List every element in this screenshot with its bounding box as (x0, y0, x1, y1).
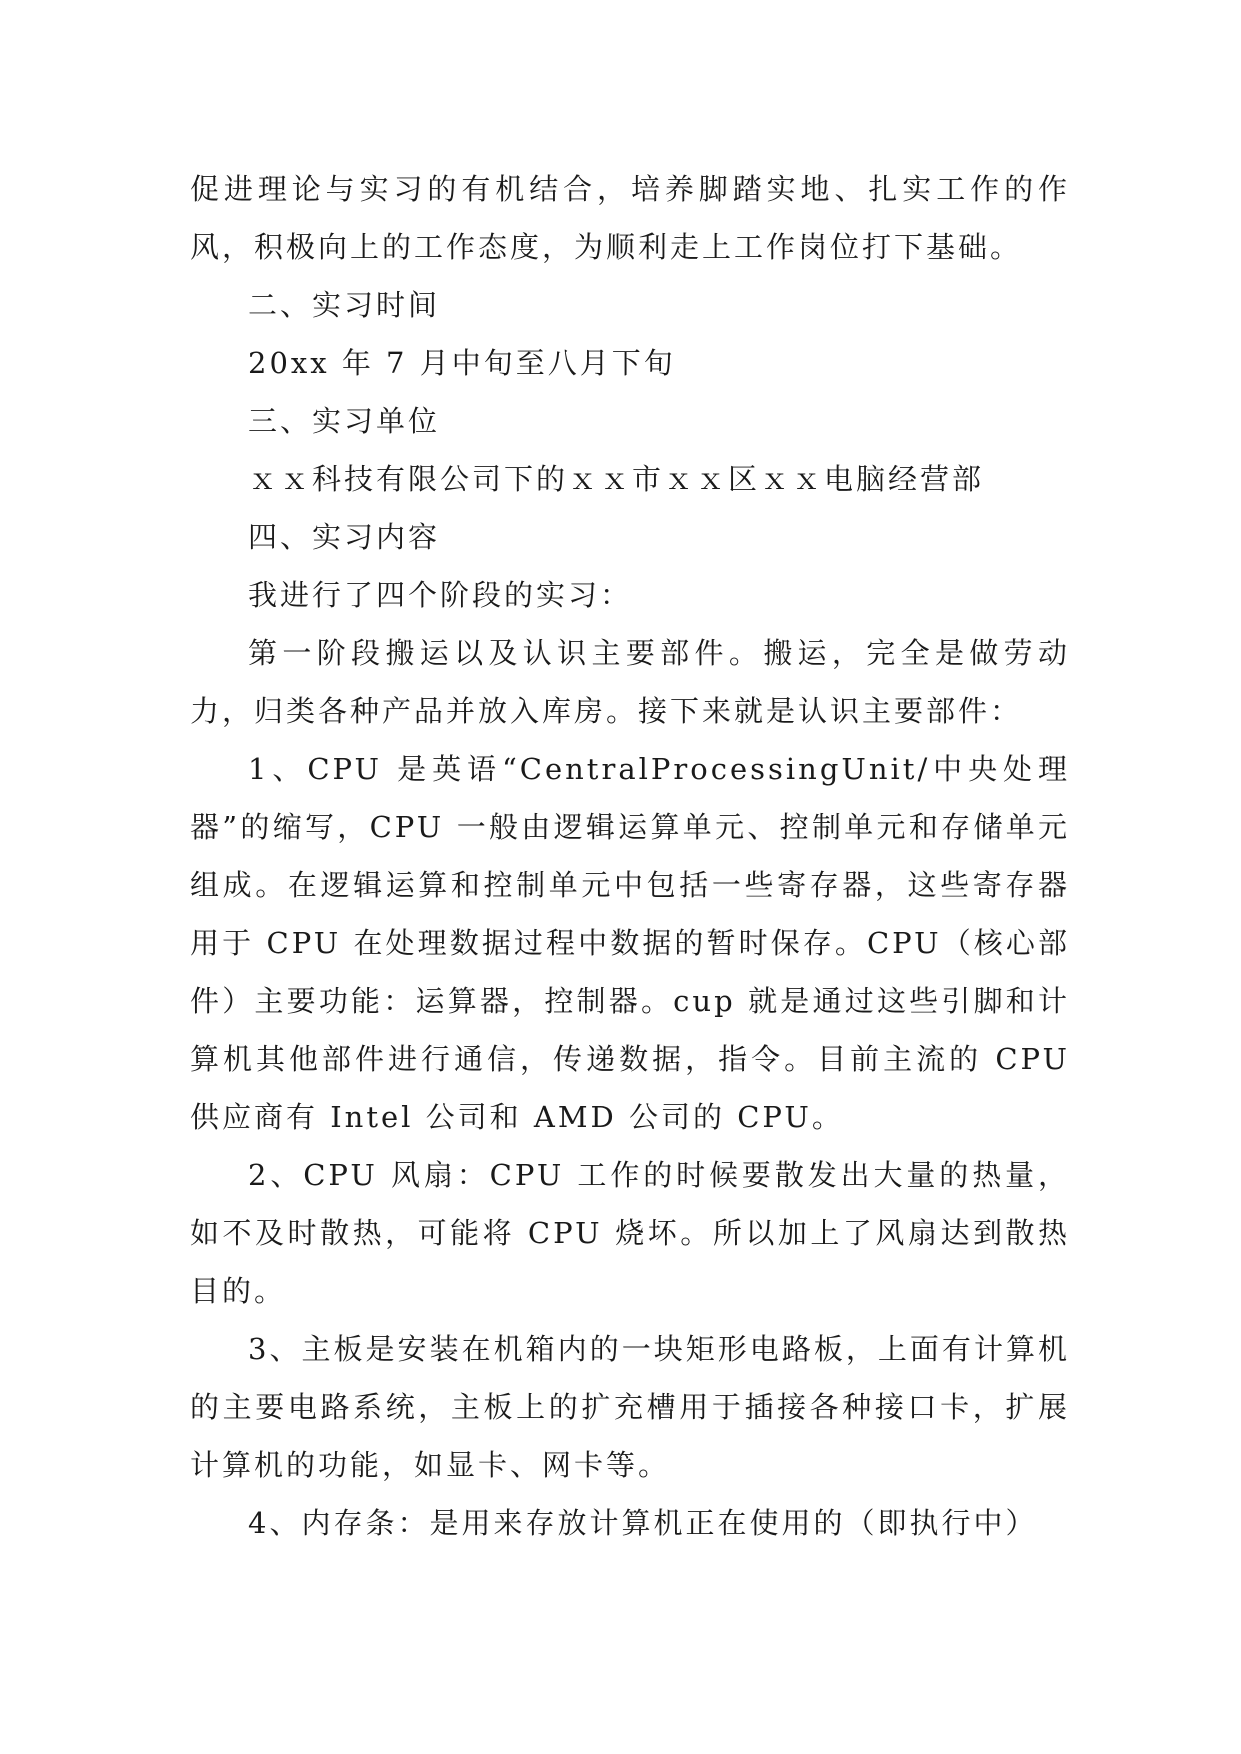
heading-internship-content: 四、实习内容 (248, 520, 441, 554)
heading-internship-unit: 三、实习单位 (248, 404, 441, 438)
paragraph-internship-unit: ｘｘ科技有限公司下的ｘｘ市ｘｘ区ｘｘ电脑经营部 (248, 462, 985, 496)
document-body (190, 160, 1070, 1552)
paragraph-cpu: 1、CPU 是英语“CentralProcessingUnit/中央处理器”的缩写，CPU 一般由逻辑运算单元、控制单元和存储单元组成。在逻辑运算和控制单元中包括一些寄存器，这些寄存器用于 CPU 在处理数据过程中数据的暂时保存。CPU（核心部件）主要功能：运算器，控制器。cup 就是通过这些引脚和计算机其他部件进行通信，传递数据，指令。目前主流的 CPU 供应商有 Intel 公司和 AMD 公司的 CPU。 (190, 752, 1070, 1134)
paragraph-internship-time: 20xx 年 7 月中旬至八月下旬 (248, 346, 676, 380)
paragraph-intro: 促进理论与实习的有机结合，培养脚踏实地、扎实工作的作风，积极向上的工作态度，为顺利走上工作岗位打下基础。 (190, 172, 1070, 264)
heading-internship-time: 二、实习时间 (248, 288, 441, 322)
paragraph-stage-one: 第一阶段搬运以及认识主要部件。搬运，完全是做劳动力，归类各种产品并放入库房。接下来就是认识主要部件： (190, 636, 1070, 728)
paragraph-motherboard: 3、主板是安装在机箱内的一块矩形电路板，上面有计算机的主要电路系统，主板上的扩充槽用于插接各种接口卡，扩展计算机的功能，如显卡、网卡等。 (190, 1332, 1070, 1482)
paragraph-cpu-fan: 2、CPU 风扇：CPU 工作的时候要散发出大量的热量，如不及时散热，可能将 CPU 烧坏。所以加上了风扇达到散热目的。 (190, 1158, 1070, 1308)
paragraph-memory: 4、内存条：是用来存放计算机正在使用的（即执行中） (248, 1506, 1038, 1540)
paragraph-four-stages: 我进行了四个阶段的实习： (248, 578, 633, 612)
